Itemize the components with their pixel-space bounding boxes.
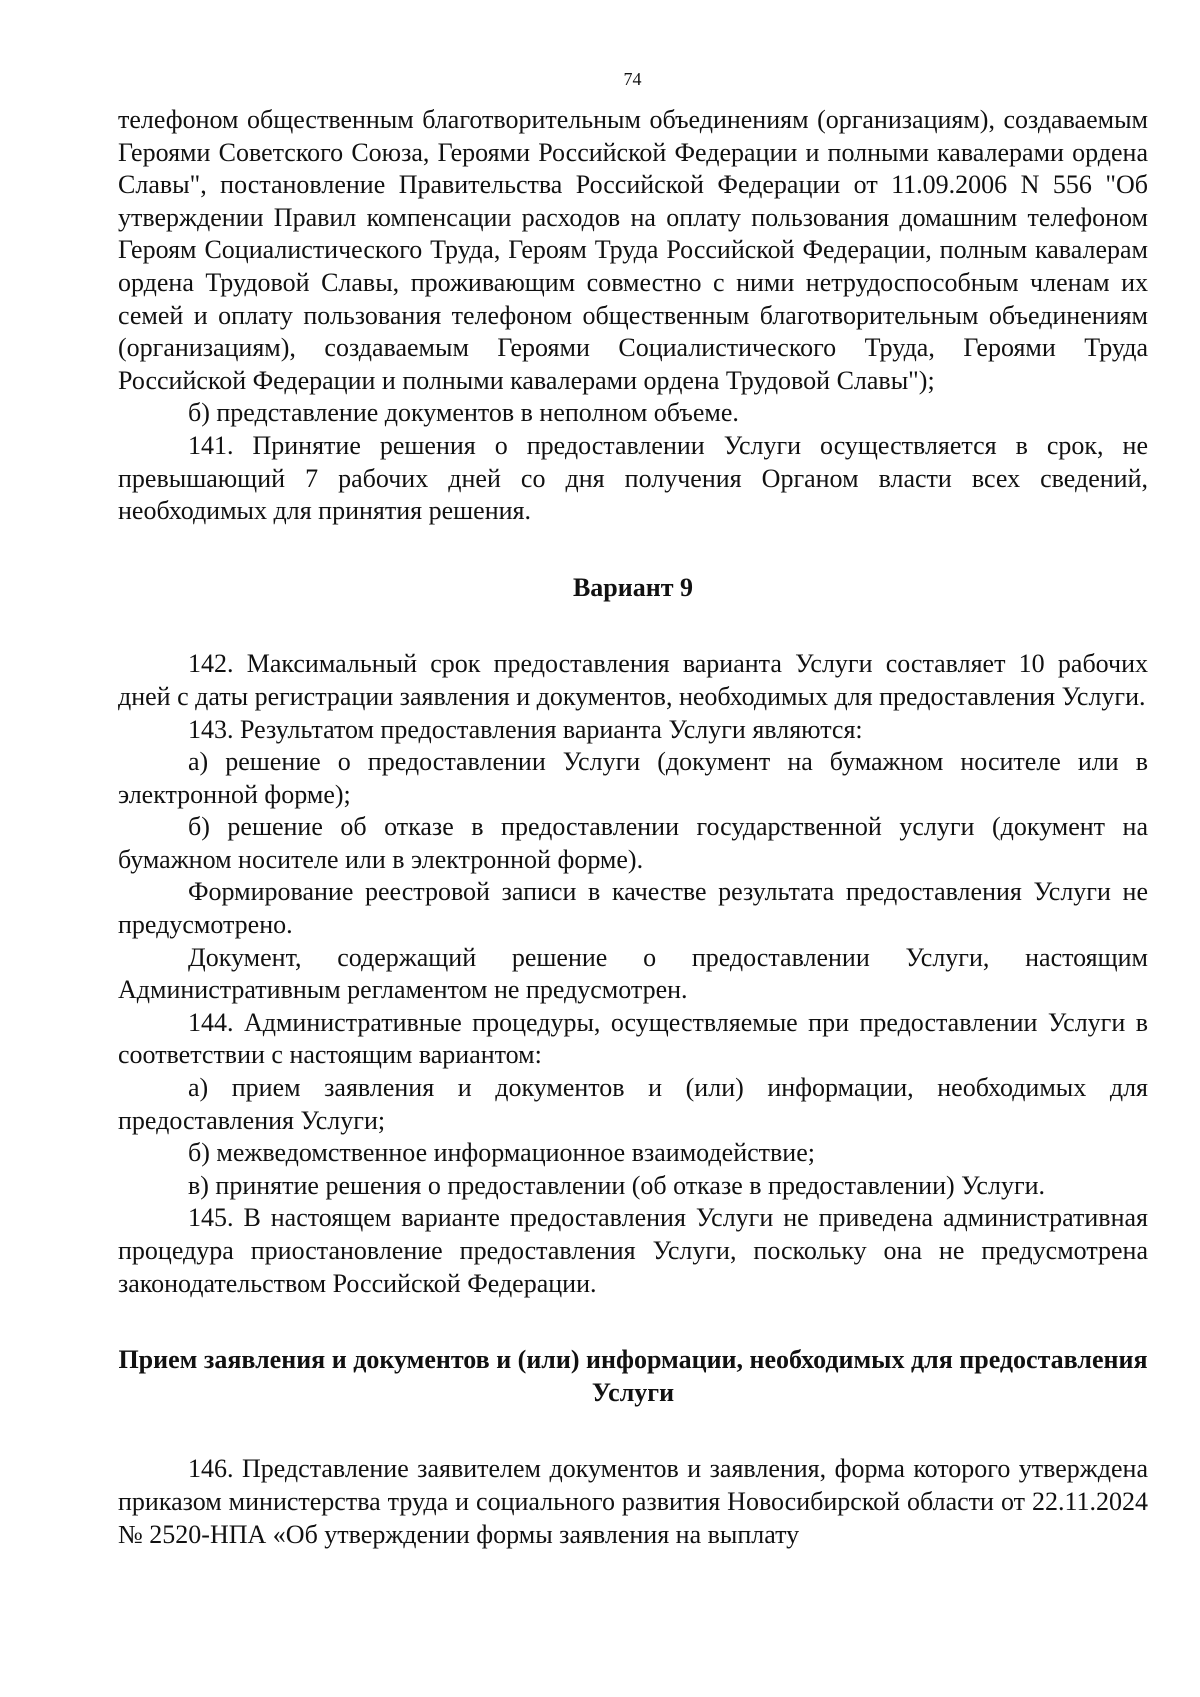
paragraph: 146. Представление заявителем документов и заявления, форма которого утверждена приказом министерства труда и социального развития Новосибирской области от 22.11.2024 № 2520-НПА «Об утверждении формы заявления на выплату [118,1454,1148,1549]
page-number: 74 [623,69,642,89]
paragraph: а) решение о предоставлении Услуги (документ на бумажном носителе или в электронной форме); [118,747,1148,809]
heading-variant: Вариант 9 [572,572,694,602]
heading-section: Прием заявления и документов и (или) информации, необходимых для предоставления Услуги [118,1345,1148,1407]
paragraph: 143. Результатом предоставления варианта Услуги являются: [188,714,863,744]
document-body [118,104,1148,1551]
paragraph: 142. Максимальный срок предоставления варианта Услуги составляет 10 рабочих дней с даты регистрации заявления и документов, необходимых для предоставления Услуги. [118,649,1148,711]
paragraph: телефоном общественным благотворительным объединениям (организациям), создаваемым Героями Советского Союза, Героями Российской Федерации и полными кавалерами ордена Славы", постановление Правительства Российской Федерации от 11.09.2006 N 556 "Об утверждении Правил компенсации расходов на оплату пользования домашним телефоном Героям Социалистического Труда, Героям Труда Российской Федерации, полным кавалерам ордена Трудовой Славы, проживающим совместно с ними нетрудоспособным членам их семей и оплату пользования телефоном общественным благотворительным объединениям (организациям), создаваемым Героями Социалистического Труда, Героями Труда Российской Федерации и полными кавалерами ордена Трудовой Славы"); [118,105,1148,395]
paragraph: б) представление документов в неполном объеме. [188,398,739,428]
paragraph: 141. Принятие решения о предоставлении Услуги осуществляется в срок, не превышающий 7 рабочих дней со дня получения Органом власти всех сведений, необходимых для принятия решения. [118,430,1148,526]
paragraph: б) межведомственное информационное взаимодействие; [188,1138,815,1168]
paragraph: б) решение об отказе в предоставлении государственной услуги (документ на бумажном носителе или в электронной форме). [118,812,1148,874]
paragraph: Документ, содержащий решение о предоставлении Услуги, настоящим Административным регламентом не предусмотрен. [118,942,1148,1005]
paragraph: а) прием заявления и документов и (или) информации, необходимых для предоставления Услуги; [118,1073,1148,1135]
paragraph: в) принятие решения о предоставлении (об отказе в предоставлении) Услуги. [188,1170,1046,1200]
paragraph: Формирование реестровой записи в качестве результата предоставления Услуги не предусмотрено. [118,877,1148,940]
paragraph: 144. Административные процедуры, осуществляемые при предоставлении Услуги в соответствии с настоящим вариантом: [118,1007,1148,1070]
paragraph: 145. В настоящем варианте предоставления Услуги не приведена административная процедура приостановление предоставления Услуги, поскольку она не предусмотрена законодательством Российской Федерации. [118,1203,1148,1298]
